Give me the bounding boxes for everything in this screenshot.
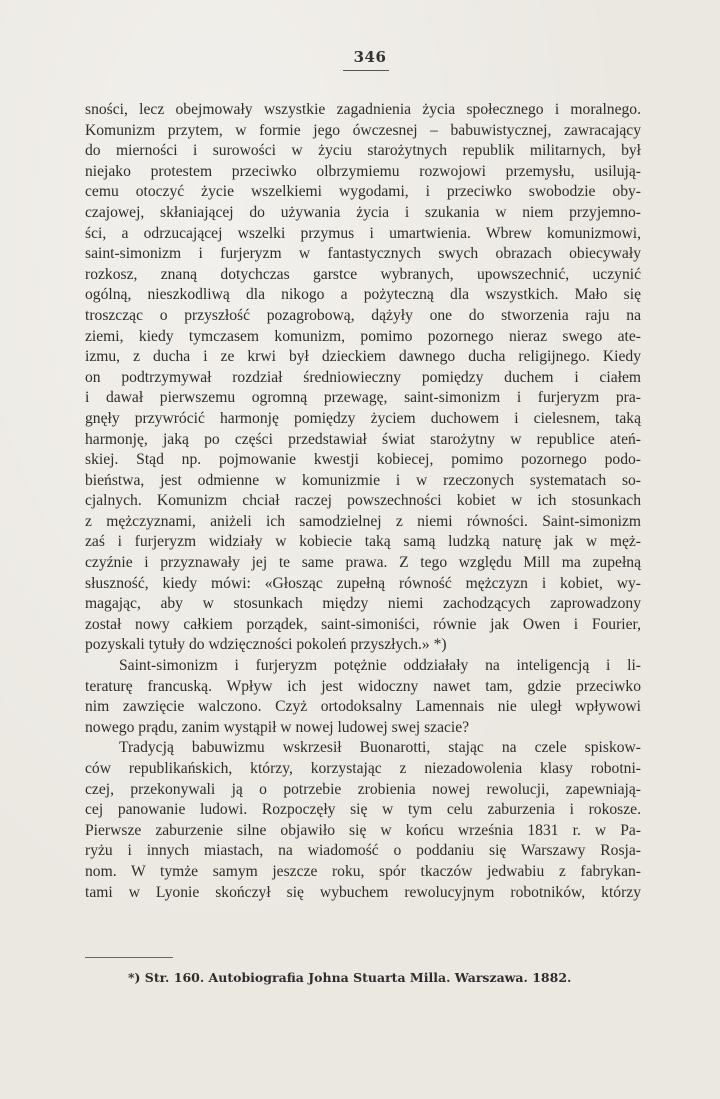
body-text <box>85 100 641 903</box>
text-line: nowego prądu, zanim wystąpił w nowej ludowej swej szacie? <box>85 718 470 736</box>
text-line: ców republikańskich, którzy, korzystając z niezadowolenia klasy robotni- <box>85 760 641 777</box>
text-line: nim zawzięcie walczono. Czyż ortodoksalny Lamennais nie uległ wpływowi <box>85 698 641 716</box>
footnote-rule <box>85 957 173 958</box>
text-line: niejako protestem przeciwko olbrzymiemu rozwojowi przemysłu, usilują- <box>85 162 641 180</box>
text-line: pozyskali tytuły do wdzięczności pokoleń przyszłych.» *) <box>85 636 447 654</box>
text-line: rozkosz, znaną dotychczas garstce wybranych, upowszechnić, uczynić <box>85 265 641 283</box>
text-line: sności, lecz obejmowały wszystkie zagadnienia życia społecznego i moralnego. <box>85 101 641 118</box>
footnote: *) Str. 160. Autobiografia Johna Stuarta Milla. Warszawa. 1882. <box>128 970 572 985</box>
text-line: z mężczyznami, aniżeli ich samodzielnej z niemi równości. Saint-simonizm <box>85 512 641 530</box>
text-line: harmonję, jaką po części przedstawiał świat starożytny w republice ateń- <box>85 430 641 448</box>
text-line: nom. W tymże samym jeszcze roku, spór tkaczów jedwabiu z fabrykan- <box>85 862 641 880</box>
text-line: słuszność, kiedy mówi: «Głosząc zupełną równość mężczyzn i kobiet, wy- <box>85 574 641 592</box>
text-line: tami w Lyonie skończył się wybuchem rewolucyjnym robotników, którzy <box>85 883 641 901</box>
text-line: cemu otoczyć życie wszelkiemi wygodami, i przeciwko swobodzie oby- <box>85 183 641 201</box>
text-line: czej, przekonywali ją o potrzebie zrobienia nowej rewolucji, zapewniają- <box>85 780 641 798</box>
text-line: teraturę francuską. Wpływ ich jest widoczny nawet tam, gdzie przeciwko <box>85 677 641 695</box>
text-line: i dawał pierwszemu ogromną przewagę, saint-simonizm i furjeryzm pra- <box>85 389 641 407</box>
text-line: Saint-simonizm i furjeryzm potężnie oddziałały na inteligencją i li- <box>119 657 641 675</box>
text-line: izmu, z ducha i ze krwi był dzieckiem dawnego ducha religijnego. Kiedy <box>85 348 641 366</box>
text-line: ziemi, kiedy tymczasem komunizm, pomimo pozornego nieraz swego ate- <box>85 327 641 345</box>
page-number-rule <box>343 70 389 71</box>
text-line: ogólną, nieszkodliwą dla nikogo a pożyteczną dla wszystkich. Mało się <box>85 286 641 304</box>
text-line: bieństwa, jest odmienne w komunizmie i w rzeczonych systematach so- <box>85 471 641 489</box>
text-line: gnęły przywrócić harmonję pomiędzy życiem duchowem i cielesnem, taką <box>85 409 641 427</box>
text-line: Pierwsze zaburzenie silne objawiło się w końcu września 1831 r. w Pa- <box>85 821 641 839</box>
text-line: cjalnych. Komunizm chciał raczej powszechności kobiet w ich stosunkach <box>85 492 641 510</box>
text-line: cej panowanie ludowi. Rozpoczęły się w tym celu zaburzenia i rokosze. <box>85 801 641 819</box>
text-line: do mierności i surowości w życiu starożytnych republik militarnych, był <box>85 142 641 160</box>
text-line: troszcząc o przyszłość pozagrobową, dążyły one do stworzenia raju na <box>85 306 641 324</box>
text-line: zaś i furjeryzm widziały w kobiecie taką samą ludzką naturę jak w męż- <box>85 533 641 551</box>
text-line: Tradycją babuwizmu wskrzesił Buonarotti, stając na czele spiskow- <box>119 739 641 757</box>
text-line: czyźnie i przyznawały jej te same prawa. Z tego względu Mill ma zupełną <box>85 554 641 572</box>
text-line: został nowy całkiem porządek, saint-simoniści, równie jak Owen i Fourier, <box>85 615 641 633</box>
text-line: magając, aby w stosunkach między niemi zachodzących zaprowadzony <box>85 595 641 613</box>
text-line: Komunizm przytem, w formie jego ówczesnej – babuwistycznej, zawracający <box>85 121 641 139</box>
text-line: ści, a odrzucającej wszelki przymus i umartwienia. Wbrew komunizmowi, <box>85 224 641 242</box>
text-line: saint-simonizm i furjeryzm w fantastycznych swych obrazach obiecywały <box>85 245 641 263</box>
text-line: czajowej, skłaniającej do używania życia i szukania w niem przyjemno- <box>85 203 641 221</box>
page-number: 346 <box>353 48 387 66</box>
text-line: skiej. Stąd np. pojmowanie kwestji kobiecej, pomimo pozornego podo- <box>85 451 641 469</box>
text-line: ryżu i innych miastach, na wiadomość o poddaniu się Warszawy Rosja- <box>85 842 641 860</box>
text-line: on podtrzymywał rozdział średniowieczny pomiędzy duchem i ciałem <box>85 368 641 386</box>
